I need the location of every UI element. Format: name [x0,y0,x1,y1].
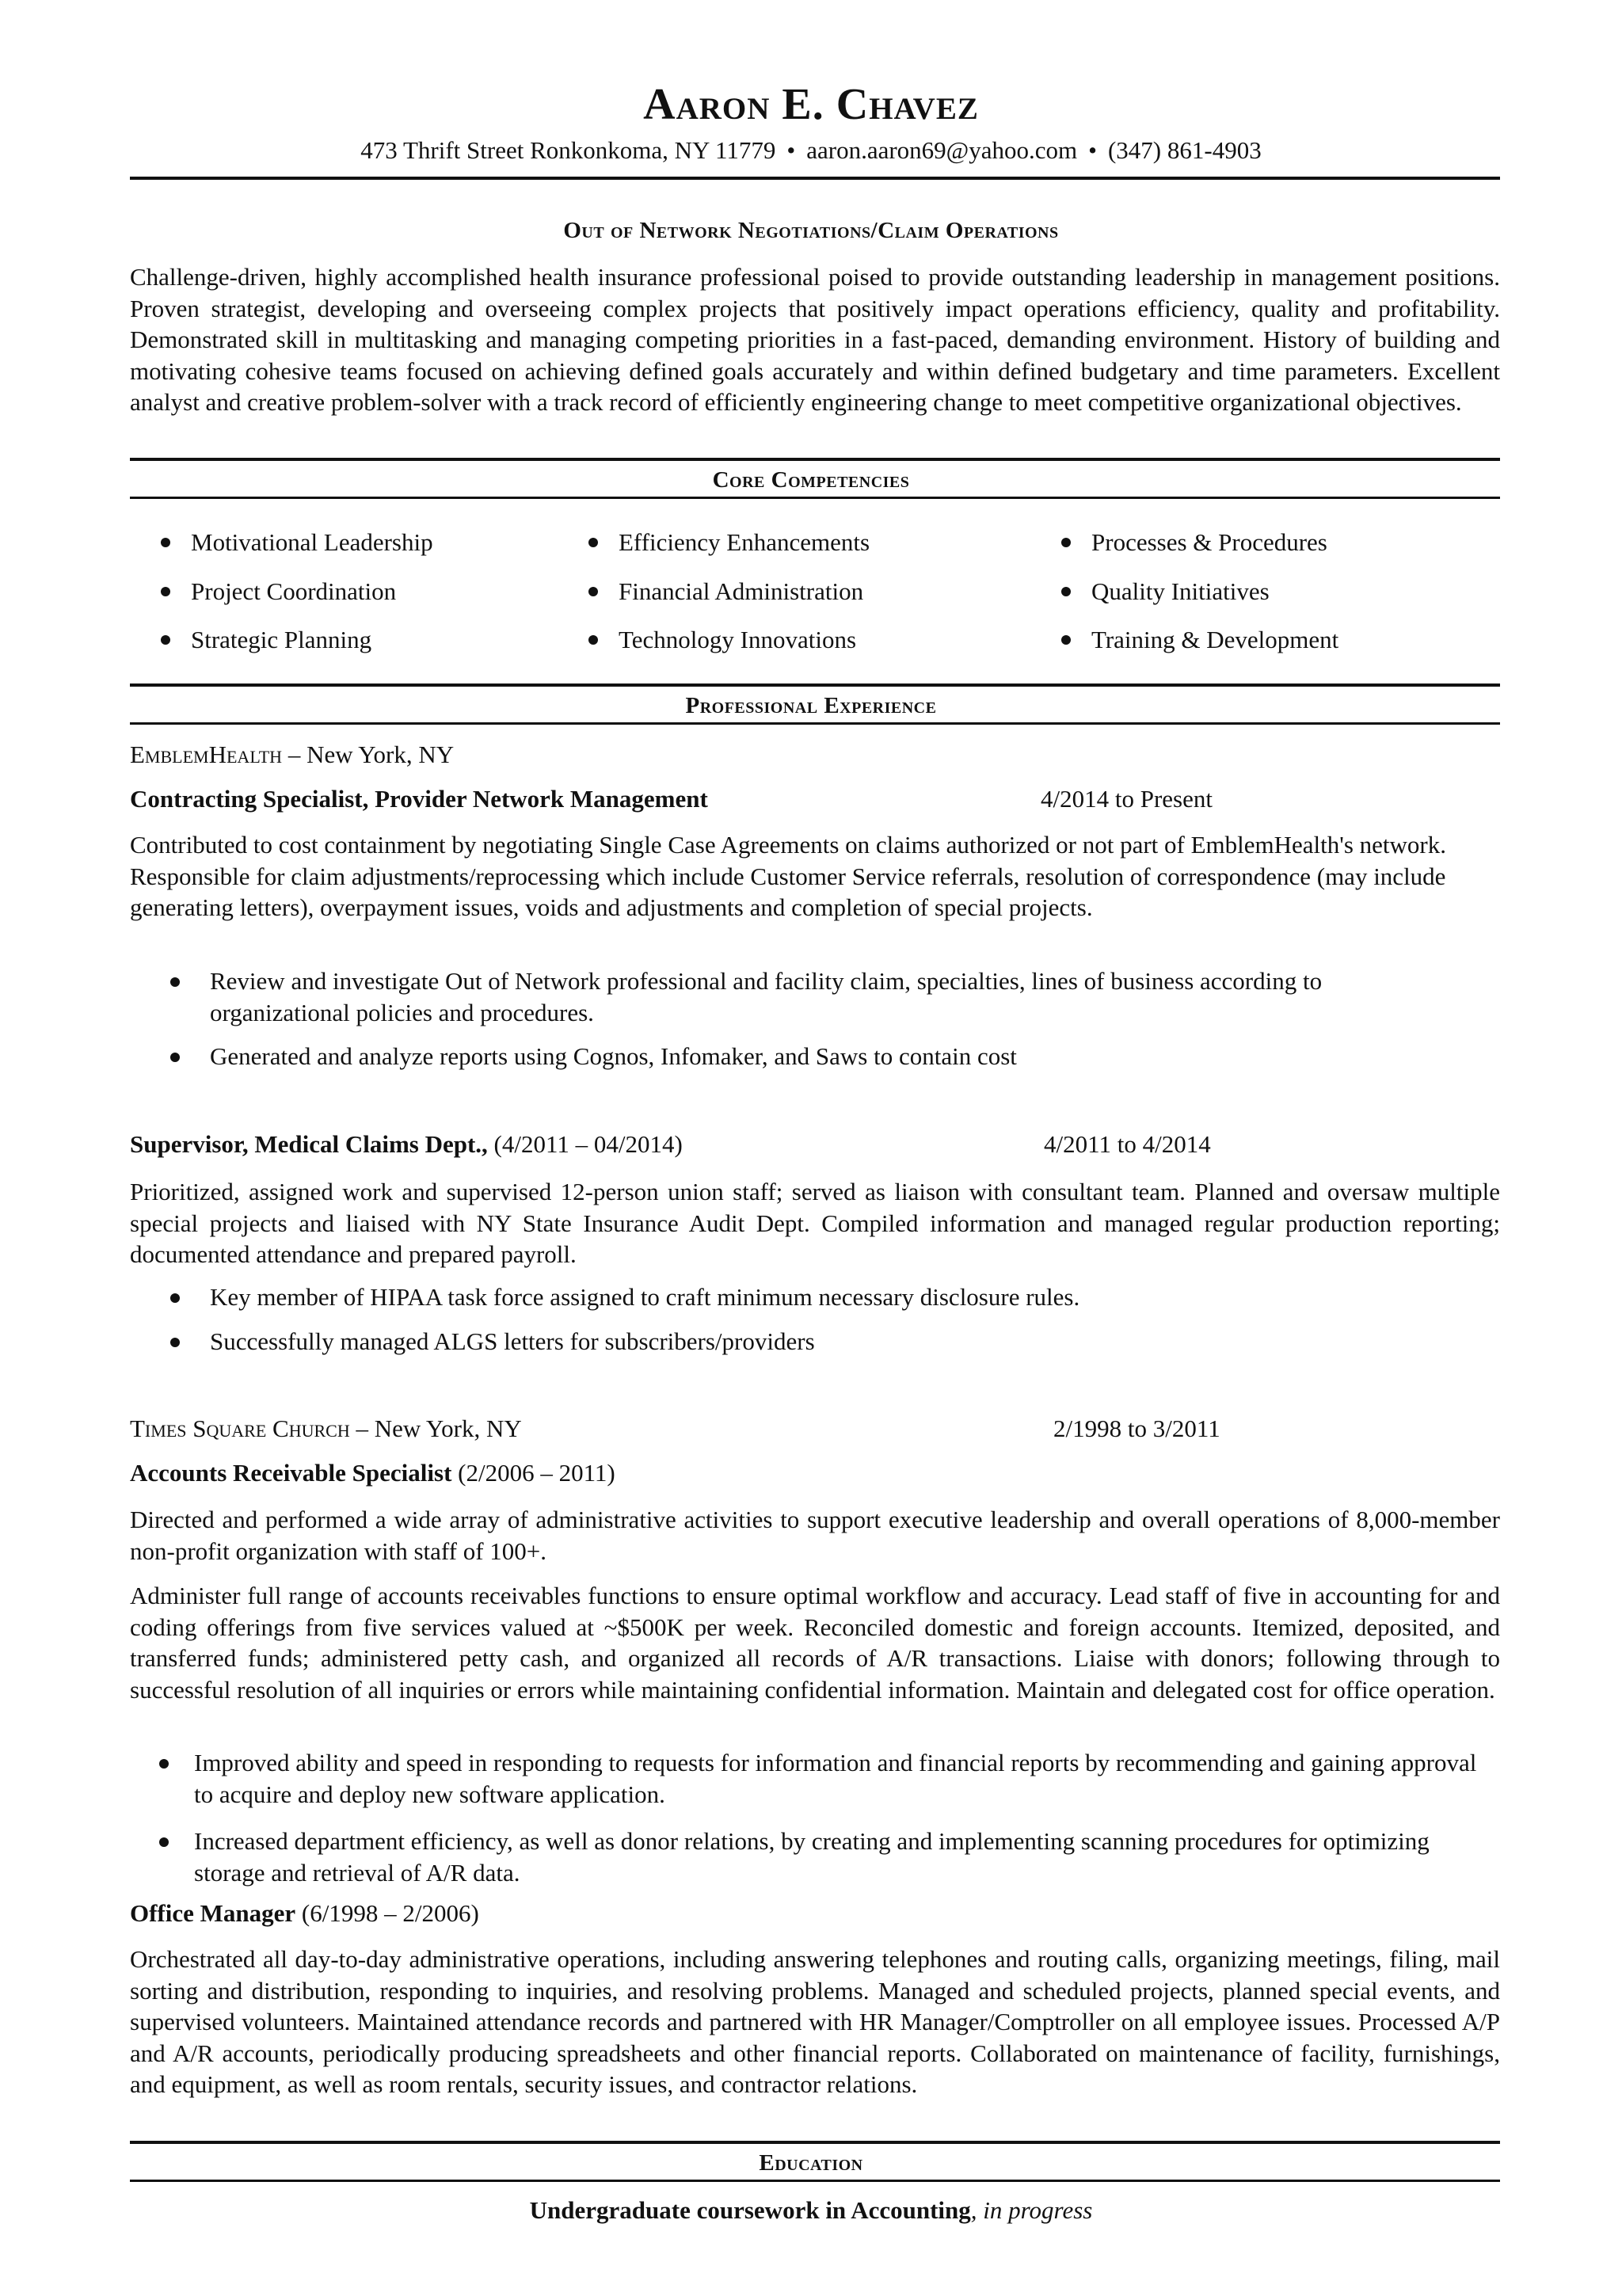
bullet-icon [170,977,180,987]
contact-line [0,136,1622,165]
company-name: Times Square Church [130,1415,350,1442]
job-range: (2/2006 – 2011) [451,1459,615,1487]
section-divider [130,683,1500,687]
phone: (347) 861-4903 [1107,136,1262,164]
bullet-icon [1061,587,1071,596]
job-description: Prioritized, assigned work and supervised 12-person union staff; served as liaison with consultant team. Planned and oversaw multiple special projects and liaised with NY State Insurance Audit Dept. Compiled information and managed regular production reporting; documented attendance and prepared payroll. [130,1178,1500,1268]
address: 473 Thrift Street Ronkonkoma, NY 11779 [360,136,776,164]
employment-dates: 2/1998 to 3/2011 [1053,1415,1220,1442]
employer-line [130,1415,522,1443]
section-divider [130,497,1500,499]
job-heading [130,1459,615,1487]
competencies-title: Core Competencies [712,467,910,493]
employer-line [130,741,454,769]
company-location: – New York, NY [282,741,455,768]
competency-item: Quality Initiatives [1061,577,1270,606]
achievement-item: Review and investigate Out of Network professional and facility claim, specialties, lines of business according to organizational policies and procedures. [170,965,1437,1028]
bullet-icon [161,635,170,645]
candidate-name: Aaron E. Chavez [643,80,979,129]
job-range: (6/1998 – 2/2006) [295,1899,479,1927]
education-title: Education [759,2150,863,2176]
bullet-icon [170,1293,180,1303]
job-heading [130,1130,683,1159]
achievement-item: Successfully managed ALGS letters for subscribers/providers [170,1326,1437,1357]
job-heading [130,1899,479,1928]
competency-item: Training & Development [1061,626,1338,654]
degree: Undergraduate coursework in Accounting [529,2196,971,2224]
competency-item: Processes & Procedures [1061,528,1327,557]
company-name: EmblemHealth [130,741,283,768]
degree-status: , in progress [970,2196,1093,2224]
education-entry [0,2196,1622,2225]
competency-item: Technology Innovations [588,626,856,654]
experience-title: Professional Experience [685,693,937,718]
competency-item: Strategic Planning [161,626,371,654]
bullet-icon [588,587,598,596]
bullet-icon [161,587,170,596]
header-divider [130,177,1500,180]
job-dates: 4/2014 to Present [1041,785,1213,813]
achievement-item: Improved ability and speed in responding to requests for information and financial reports by recommending and gaining approval to acquire and deploy new software application. [159,1747,1500,1810]
competency-item: Project Coordination [161,577,396,606]
bullet-icon [588,538,598,547]
competency-item: Motivational Leadership [161,528,433,557]
section-divider [130,2180,1500,2182]
achievement-item: Generated and analyze reports using Cognos, Infomaker, and Saws to contain cost [170,1041,1437,1072]
competency-item: Financial Administration [588,577,863,606]
summary-text: Challenge-driven, highly accomplished health insurance professional poised to provide outstanding leadership in management positions. Proven strategist, developing and overseeing complex projects that positively impact operations efficiency, quality and profitability. Demonstrated skill in multitasking and managing competing priorities in a fast-paced, demanding environment. History of building and motivating cohesive teams focused on achieving defined goals accurately and within defined budgetary and time parameters. Excellent analyst and creative problem-solver with a track record of efficiently engineering change to meet competitive organizational objectives. [130,263,1500,416]
job-title: Accounts Receivable Specialist [130,1459,452,1487]
email: aaron.aaron69@yahoo.com [806,136,1078,164]
achievement-item: Increased department efficiency, as well as donor relations, by creating and implementing scanning procedures for optimizing storage and retrieval of A/R data. [159,1826,1500,1888]
bullet-separator: • [1088,136,1097,164]
bullet-icon [1061,635,1071,645]
section-divider [130,458,1500,461]
bullet-icon [170,1338,180,1347]
summary-title: Out of Network Negotiations/Claim Operations [563,218,1059,243]
job-title: Contracting Specialist, Provider Network Management [130,785,708,813]
job-description: Administer full range of accounts receivables functions to ensure optimal workflow and accuracy. Lead staff of five in accounting for and coding offerings from five services valued at ~$500K per week. Reconciled domestic and foreign accounts. Itemized, deposited, and transferred funds; administered petty cash, and organized all records of A/R transactions. Liaise with donors; following through to successful resolution of all inquiries or errors while maintaining confidential information. Maintain and delegated cost for office operation. [130,1582,1500,1704]
section-divider [130,2141,1500,2144]
bullet-icon [1061,538,1071,547]
bullet-icon [159,1759,169,1769]
company-location: – New York, NY [349,1415,522,1442]
job-description: Contributed to cost containment by negotiating Single Case Agreements on claims authorized or not part of EmblemHealth's network. Responsible for claim adjustments/reprocessing which include Customer Service referrals, resolution of correspondence (may include generating letters), overpayment issues, voids and adjustments and completion of special projects. [130,831,1446,921]
achievement-item: Key member of HIPAA task force assigned to craft minimum necessary disclosure rules. [170,1281,1437,1313]
bullet-icon [159,1837,169,1847]
job-description: Orchestrated all day-to-day administrative operations, including answering telephones and routing calls, organizing meetings, filing, mail sorting and distribution, responding to inquiries, and resolving problems. Managed and scheduled projects, planned special events, and supervised volunteers. Maintained attendance records and partnered with HR Manager/Comptroller on all employee issues. Processed A/P and A/R accounts, periodically producing spreadsheets and other financial reports. Collaborated on maintenance of facility, furnishings, and equipment, as well as room rentals, security issues, and contractor relations. [130,1945,1500,2098]
bullet-icon [161,538,170,547]
section-divider [130,722,1500,725]
bullet-icon [588,635,598,645]
job-title: Supervisor, Medical Claims Dept., [130,1130,488,1158]
job-dates: 4/2011 to 4/2014 [1044,1130,1211,1158]
bullet-separator: • [786,136,796,164]
bullet-icon [170,1053,180,1062]
job-range: (4/2011 – 04/2014) [487,1130,683,1158]
job-title: Office Manager [130,1899,296,1927]
job-description: Directed and performed a wide array of administrative activities to support executive leadership and overall operations of 8,000-member non-profit organization with staff of 100+. [130,1506,1500,1565]
competency-item: Efficiency Enhancements [588,528,870,557]
